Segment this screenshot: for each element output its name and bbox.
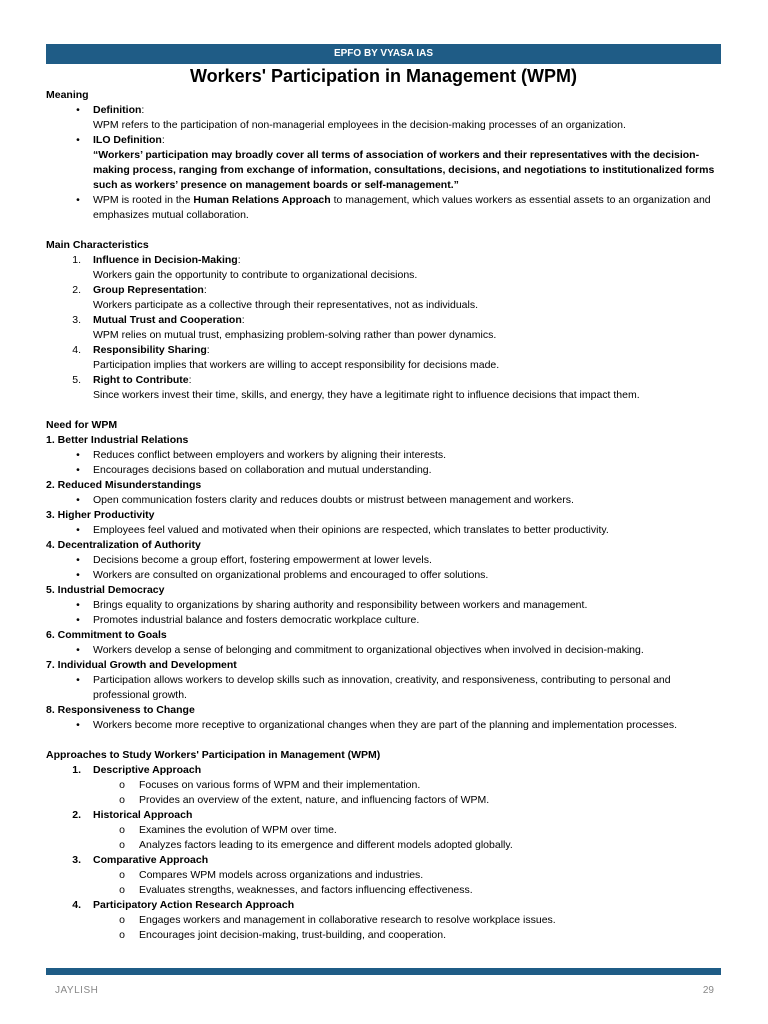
approach-bullet	[46, 793, 726, 808]
approach-bullet-text: Engages workers and management in collaborative research to resolve workplace issues.	[139, 914, 556, 926]
bullet-marker: •	[76, 554, 80, 566]
bullet-marker: •	[76, 464, 80, 476]
ilo-label: ILO Definition	[93, 134, 162, 146]
sub-bullet-marker: o	[119, 779, 125, 791]
characteristic-item	[46, 373, 726, 403]
colon: :	[141, 104, 145, 116]
meaning-heading: Meaning	[46, 89, 89, 101]
need-bullet	[46, 553, 726, 568]
approach-bullet	[46, 778, 726, 793]
approach-title: Participatory Action Research Approach	[93, 899, 295, 911]
colon: :	[161, 134, 165, 146]
approach-title: Comparative Approach	[93, 854, 209, 866]
characteristic-title: Mutual Trust and Cooperation	[93, 314, 242, 326]
characteristic-text: WPM relies on mutual trust, emphasizing problem-solving rather than power dynamics.	[93, 329, 497, 341]
need-section-title: 2. Reduced Misunderstandings	[46, 479, 202, 491]
need-bullet	[46, 463, 726, 478]
item-number: 5.	[72, 374, 81, 386]
item-number: 4.	[72, 899, 81, 911]
bullet-marker: •	[76, 719, 80, 731]
bullet-marker: •	[76, 569, 80, 581]
characteristic-item	[46, 313, 726, 343]
approach-bullet-text: Analyzes factors leading to its emergence and different models adopted globally.	[139, 839, 513, 851]
approach-bullet	[46, 883, 726, 898]
need-section-title: 7. Individual Growth and Development	[46, 659, 237, 671]
need-bullet-text: Reduces conflict between employers and workers by aligning their interests.	[93, 449, 447, 461]
need-bullet	[46, 673, 726, 703]
characteristic-text: Since workers invest their time, skills, and energy, they have a legitimate right to influence decisions that impact them.	[93, 389, 640, 401]
approach-title-row	[46, 763, 726, 778]
approach-title-row	[46, 808, 726, 823]
approach-bullet	[46, 823, 726, 838]
approach-bullet-text: Focuses on various forms of WPM and their implementation.	[139, 779, 421, 791]
need-bullet	[46, 598, 726, 613]
bullet-marker: •	[76, 644, 80, 656]
approach-bullet	[46, 928, 726, 943]
colon: :	[237, 254, 241, 266]
need-bullet-text: Workers are consulted on organizational problems and encouraged to offer solutions.	[93, 569, 489, 581]
approach-title-row	[46, 853, 726, 868]
need-bullet-text: Promotes industrial balance and fosters democratic workplace culture.	[93, 614, 420, 626]
bullet-marker: •	[76, 449, 80, 461]
need-bullet-text: Brings equality to organizations by sharing authority and responsibility between workers and management.	[93, 599, 588, 611]
meaning-ilo-item	[46, 133, 726, 193]
bullet-marker: •	[76, 194, 80, 206]
colon: :	[203, 284, 207, 296]
ilo-text: “Workers’ participation may broadly cover all terms of association of workers and their representatives with the decision-making process, ranging from exchange of information, consultations, decisions, and negotiations to institutionalized forms such as workers’ presence on management boards or self-management.”	[93, 149, 715, 191]
bullet-marker: •	[76, 614, 80, 626]
definition-label: Definition	[93, 104, 142, 116]
sub-bullet-marker: o	[119, 824, 125, 836]
item-number: 1.	[72, 254, 81, 266]
colon: :	[206, 344, 210, 356]
sub-bullet-marker: o	[119, 914, 125, 926]
document-body	[46, 88, 726, 943]
characteristic-item	[46, 343, 726, 373]
approach-bullet	[46, 913, 726, 928]
approach-bullet-text: Compares WPM models across organizations and industries.	[139, 869, 424, 881]
sub-bullet-marker: o	[119, 869, 125, 881]
hr-text-before: WPM is rooted in the	[93, 194, 194, 206]
characteristic-text: Workers gain the opportunity to contribute to organizational decisions.	[93, 269, 418, 281]
need-bullet	[46, 718, 726, 733]
need-bullet-text: Workers become more receptive to organizational changes when they are part of the planning and implementation processes.	[93, 719, 678, 731]
colon: :	[241, 314, 245, 326]
item-number: 2.	[72, 284, 81, 296]
approach-bullet	[46, 868, 726, 883]
need-section-title: 3. Higher Productivity	[46, 509, 155, 521]
characteristic-item	[46, 253, 726, 283]
need-bullet	[46, 448, 726, 463]
need-bullet-text: Encourages decisions based on collaboration and mutual understanding.	[93, 464, 432, 476]
need-bullet	[46, 643, 726, 658]
approach-bullet	[46, 838, 726, 853]
bullet-marker: •	[76, 134, 80, 146]
characteristic-title: Responsibility Sharing	[93, 344, 207, 356]
need-section-title: 5. Industrial Democracy	[46, 584, 165, 596]
sub-bullet-marker: o	[119, 839, 125, 851]
bullet-marker: •	[76, 674, 80, 686]
page-number: 29	[702, 985, 714, 996]
hr-approach-bold: Human Relations Approach	[193, 194, 331, 206]
header-banner: EPFO BY VYASA IAS	[46, 44, 721, 64]
need-bullet-text: Employees feel valued and motivated when their opinions are respected, which translates to better productivity.	[93, 524, 609, 536]
bullet-marker: •	[76, 494, 80, 506]
sub-bullet-marker: o	[119, 884, 125, 896]
characteristic-item	[46, 283, 726, 313]
meaning-hr-item	[46, 193, 726, 223]
need-bullet-text: Decisions become a group effort, fostering empowerment at lower levels.	[93, 554, 432, 566]
need-section-title: 8. Responsiveness to Change	[46, 704, 195, 716]
item-number: 3.	[72, 314, 81, 326]
need-section-title: 1. Better Industrial Relations	[46, 434, 189, 446]
characteristic-title: Influence in Decision-Making	[93, 254, 238, 266]
need-heading: Need for WPM	[46, 419, 118, 431]
need-bullet-text: Open communication fosters clarity and reduces doubts or mistrust between management and workers.	[93, 494, 574, 506]
item-number: 3.	[72, 854, 81, 866]
definition-text: WPM refers to the participation of non-managerial employees in the decision-making processes of an organization.	[93, 119, 626, 131]
item-number: 1.	[72, 764, 81, 776]
need-bullet	[46, 493, 726, 508]
approach-title: Descriptive Approach	[93, 764, 202, 776]
item-number: 2.	[72, 809, 81, 821]
approach-bullet-text: Provides an overview of the extent, nature, and influencing factors of WPM.	[139, 794, 490, 806]
need-section-title: 6. Commitment to Goals	[46, 629, 167, 641]
hr-text-after: to management, which values workers as essential assets to an organization and emphasizes mutual collaboration.	[93, 194, 711, 221]
approach-bullet-text: Encourages joint decision-making, trust-building, and cooperation.	[139, 929, 447, 941]
need-bullet	[46, 613, 726, 628]
characteristic-text: Workers participate as a collective through their representatives, not as individuals.	[93, 299, 478, 311]
sub-bullet-marker: o	[119, 929, 125, 941]
characteristic-text: Participation implies that workers are willing to accept responsibility for decisions made.	[93, 359, 500, 371]
characteristic-title: Group Representation	[93, 284, 204, 296]
characteristic-title: Right to Contribute	[93, 374, 189, 386]
footer-rule	[46, 968, 721, 975]
footer-label: JAYLISH	[55, 985, 99, 996]
approach-title: Historical Approach	[93, 809, 193, 821]
meaning-definition-item	[46, 103, 726, 133]
need-bullet-text: Workers develop a sense of belonging and commitment to organizational objectives when involved in decision-making.	[93, 644, 644, 656]
colon: :	[188, 374, 192, 386]
need-bullet	[46, 523, 726, 538]
item-number: 4.	[72, 344, 81, 356]
bullet-marker: •	[76, 524, 80, 536]
bullet-marker: •	[76, 104, 80, 116]
bullet-marker: •	[76, 599, 80, 611]
approach-bullet-text: Examines the evolution of WPM over time.	[139, 824, 337, 836]
characteristics-heading: Main Characteristics	[46, 239, 149, 251]
page-title: Workers' Participation in Management (WPM)	[190, 66, 577, 86]
need-section-title: 4. Decentralization of Authority	[46, 539, 201, 551]
approach-bullet-text: Evaluates strengths, weaknesses, and factors influencing effectiveness.	[139, 884, 473, 896]
need-bullet-text: Participation allows workers to develop skills such as innovation, creativity, and responsiveness, contributing to personal and professional growth.	[93, 674, 671, 701]
approach-title-row	[46, 898, 726, 913]
sub-bullet-marker: o	[119, 794, 125, 806]
need-bullet	[46, 568, 726, 583]
approaches-heading: Approaches to Study Workers' Participation in Management (WPM)	[46, 749, 381, 761]
characteristics-list	[46, 253, 726, 403]
